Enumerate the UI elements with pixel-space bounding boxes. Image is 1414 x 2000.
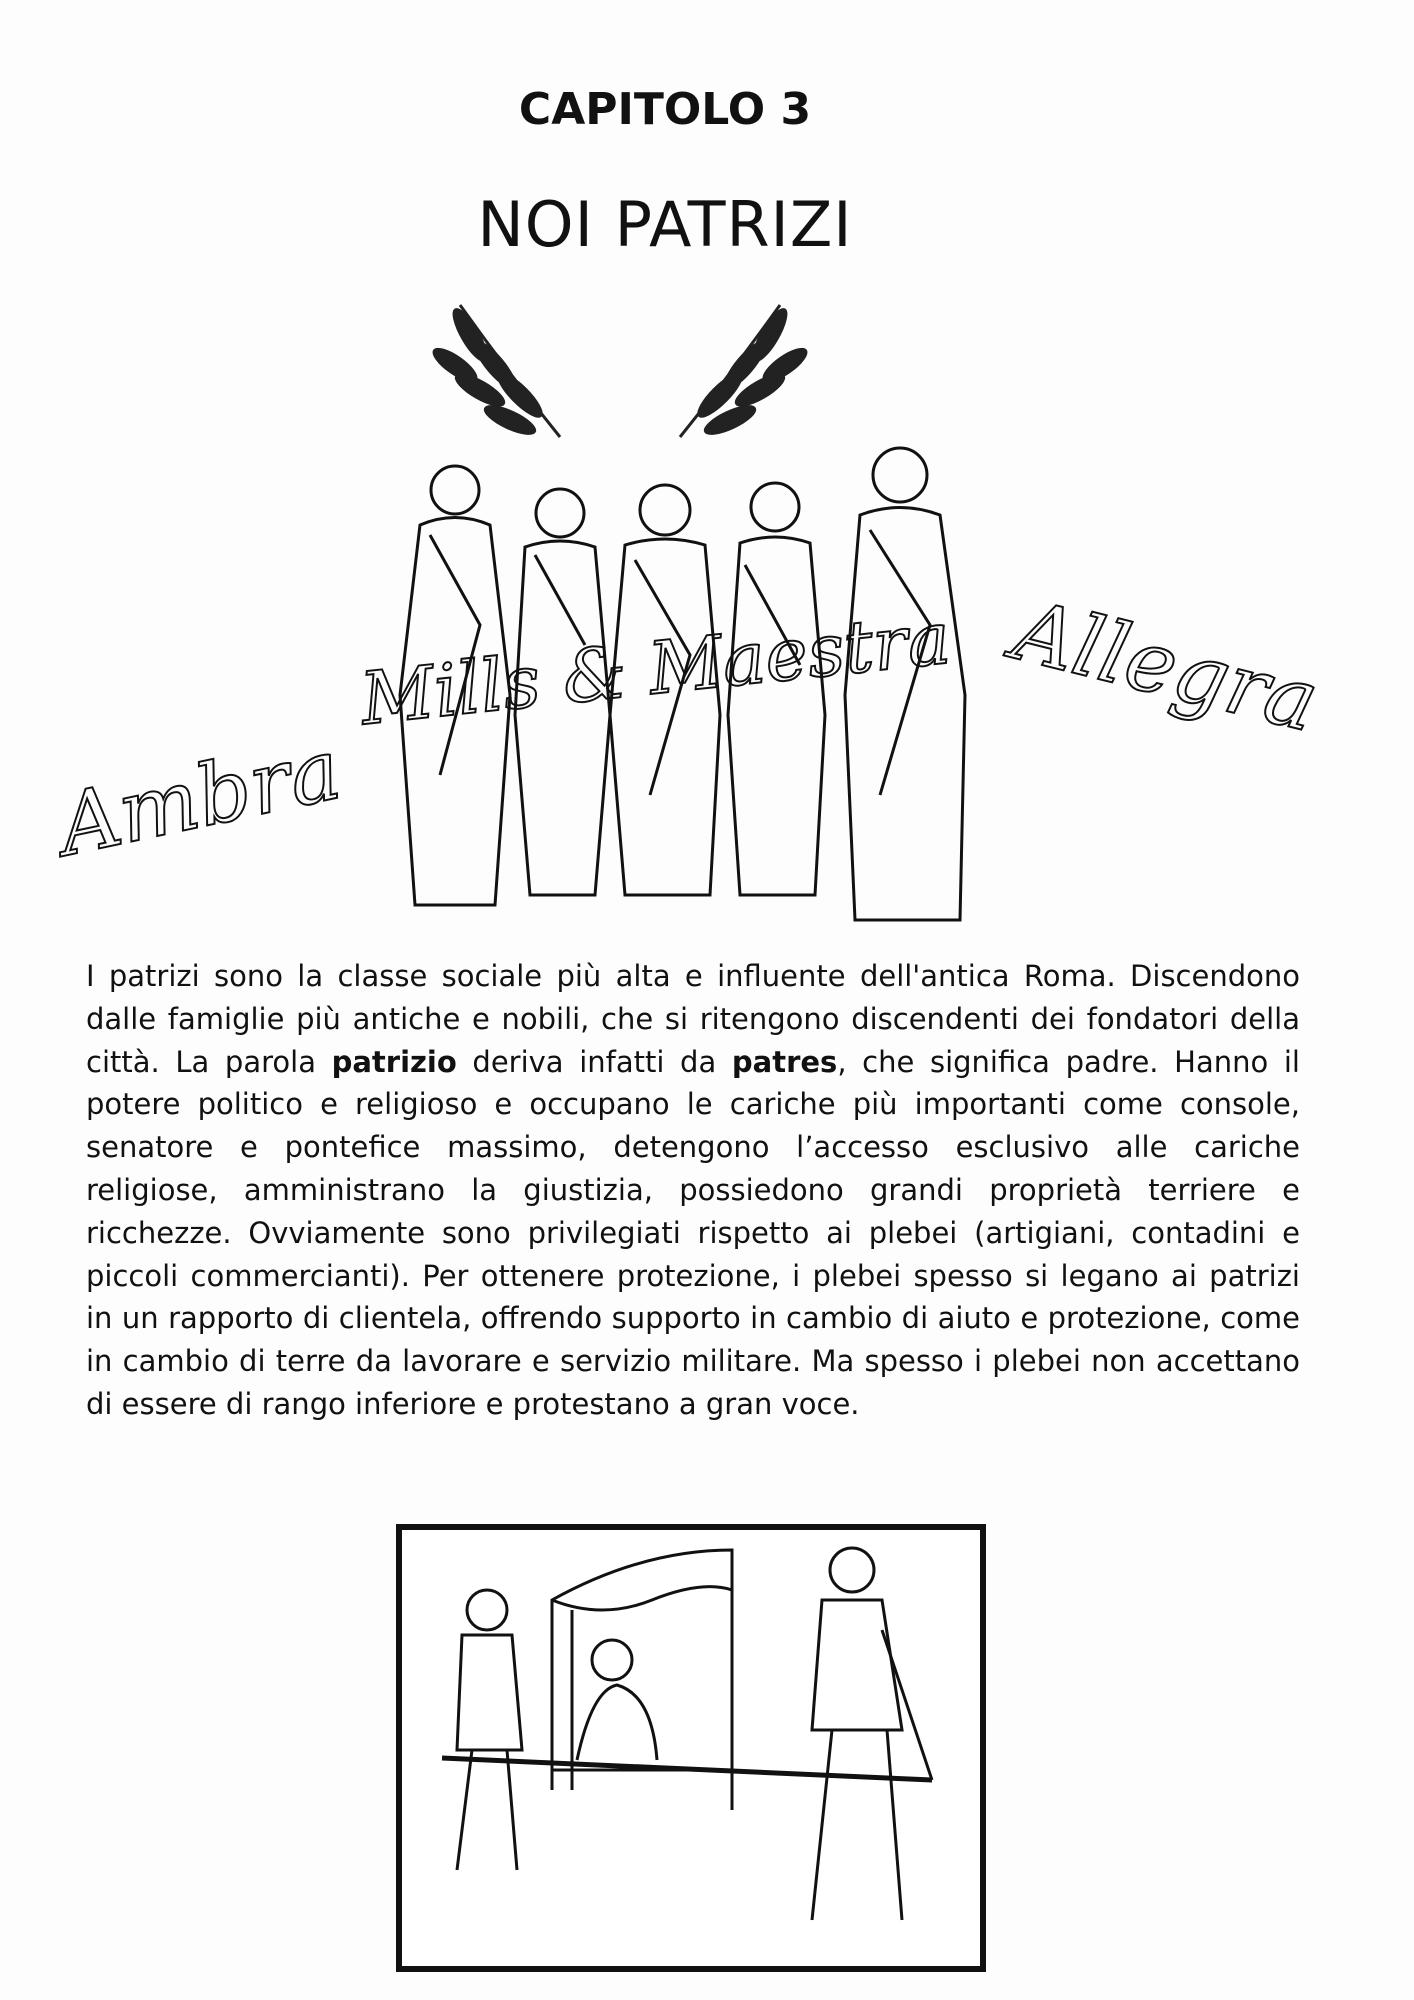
patricians-group-illustration — [40, 295, 1380, 945]
passenger-figure — [592, 1640, 632, 1680]
litter-canopy — [552, 1550, 732, 1770]
page-title: NOI PATRIZI — [477, 188, 853, 261]
laurel-right-icon — [680, 305, 811, 440]
left-bearer — [467, 1590, 507, 1630]
watermark-middle: Mills & Maestra — [356, 595, 955, 742]
watermark-left: Ambra — [50, 719, 349, 875]
watermark-right: Allegra — [1004, 581, 1328, 751]
litter-bearers-illustration — [396, 1524, 986, 1972]
laurel-left-icon — [429, 305, 560, 440]
carrying-pole — [442, 1758, 932, 1780]
body-text-part-2: deriva infatti da — [456, 1044, 732, 1079]
term-patrizio: patrizio — [331, 1044, 457, 1079]
body-paragraph — [86, 955, 1300, 1426]
body-text-part-3: , che significa padre. Hanno il potere politico e religioso e occupano le cariche più importanti come console, senatore e pontefice massimo, detengono l’accesso esclusivo alle cariche religiose, amministrano la giustizia, possiedono grandi proprietà terriere e ricchezze. Ovviamente sono privilegiati rispetto ai plebei (artigiani, contadini e piccoli commercianti). Per ottenere protezione, i plebei spesso si legano ai patrizi in un rapporto di clientela, offrendo supporto in cambio di aiuto e protezione, come in cambio di terre da lavorare e servizio militare. Ma spesso i plebei non accettano di essere di rango inferiore e protestano a gran voce. — [86, 1044, 1300, 1421]
right-bearer — [830, 1548, 874, 1592]
chapter-label: CAPITOLO 3 — [518, 84, 812, 135]
body-text-part-1: I patrizi sono la classe sociale più alta e influente dell'antica Roma. Discendono dalle famiglie più antiche e nobili, che si ritengono discendenti dei fondatori della città. La parola — [86, 959, 1300, 1079]
term-patres: patres — [731, 1044, 838, 1079]
